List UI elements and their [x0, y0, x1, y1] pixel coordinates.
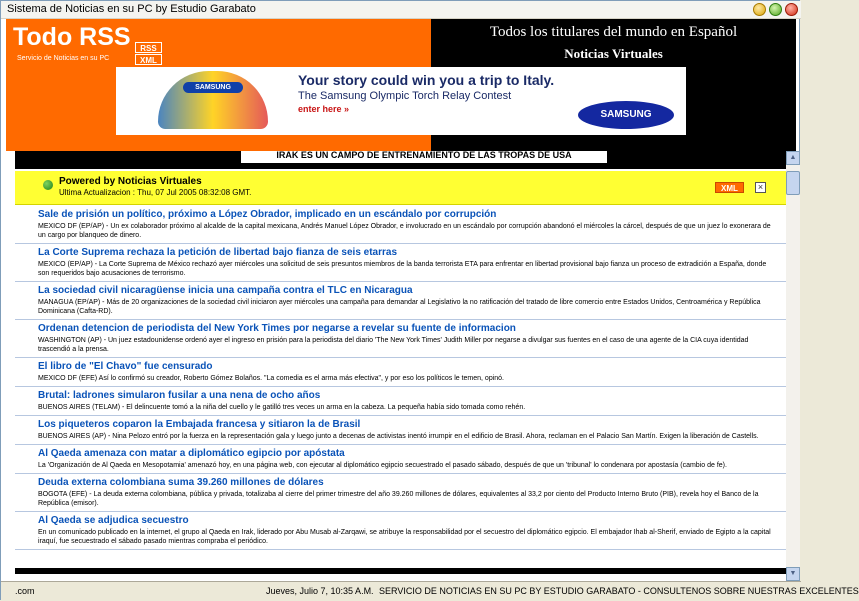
news-item	[15, 282, 786, 320]
rss-button[interactable]: RSS	[135, 42, 162, 53]
scroll-down-arrow-icon[interactable]: ▼	[786, 567, 800, 581]
status-domain: .com	[15, 586, 35, 596]
news-title-link[interactable]: Ordenan detencion de periodista del New York Times por negarse a revelar su fuente de informacion	[38, 323, 516, 334]
news-summary: MEXICO (EP/AP) - La Corte Suprema de México rechazó ayer miércoles una solicitud de seis presuntos miembros de la banda terrorista ETA para enfrentar en libertad provisional bajo fianza un proceso de extradición a España, donde son requeridos bajo acusaciones de terrorismo.	[38, 261, 767, 277]
todo-rss-logo: Todo RSS	[13, 23, 131, 51]
news-title-link[interactable]: Sale de prisión un político, próximo a López Obrador, implicado en un escándalo por corrupción	[38, 209, 497, 220]
footer-divider	[15, 568, 786, 574]
tagline: Servicio de Noticias en su PC	[17, 55, 110, 62]
news-summary: BUENOS AIRES (AP) - Nina Pelozo entró por la fuerza en la representación gala y luego junto a decenas de activistas inentó irrumpir en el edificio de Brasil. Ahora, reclaman en el Palacio San Martín. Exigen la liberación de Castells.	[38, 433, 759, 440]
news-item	[15, 512, 786, 550]
header-subtitle: Noticias Virtuales	[564, 46, 663, 61]
news-item	[15, 206, 786, 244]
news-summary: En un comunicado publicado en la internet, el grupo al Qaeda en Irak, liderado por Abu Musab al-Zarqawi, se atribuye la responsabilidad por el secuestro del diplomático egipcio. El embajador Ihab al-Sherif, enviado de Egipto a la capital iraquí, fue secuestrado el sábado pasado mientras compraba el periódico.	[38, 529, 771, 545]
feed-xml-button[interactable]: XML	[715, 182, 744, 193]
banner-enter-link[interactable]: enter here »	[298, 104, 350, 114]
news-title-link[interactable]: El libro de "El Chavo" fue censurado	[38, 361, 213, 372]
news-title-link[interactable]: Al Qaeda amenaza con matar a diplomático egipcio por apóstata	[38, 448, 345, 459]
news-summary: BUENOS AIRES (TELAM) - El delincuente tomó a la niña del cuello y le gatilló tres veces un arma en la cabeza. La pequeña había sido tomada como rehén.	[38, 404, 526, 411]
banner-headline: Your story could win you a trip to Italy.	[298, 72, 555, 88]
olympic-torch-graphic	[158, 71, 268, 129]
ad-banner[interactable]	[116, 67, 686, 135]
news-title-link[interactable]: Deuda externa colombiana suma 39.260 millones de dólares	[38, 477, 324, 488]
scroll-thumb[interactable]	[786, 171, 800, 195]
news-summary: BOGOTA (EFE) - La deuda externa colombiana, pública y privada, totalizaba al cierre del primer trimestre del año 39.260 millones de dólares, equivalentes al 33,2 por ciento del Producto Interno Bruto (PIB), revela hoy el Banco de la República (emisor).	[38, 491, 759, 507]
maximize-button[interactable]	[769, 3, 782, 16]
vertical-scrollbar[interactable]	[786, 151, 800, 581]
news-item	[15, 320, 786, 358]
news-title-link[interactable]: Al Qaeda se adjudica secuestro	[38, 515, 189, 526]
news-title-link[interactable]: Los piqueteros coparon la Embajada francesa y sitiaron la de Brasil	[38, 419, 361, 430]
scroll-up-arrow-icon[interactable]: ▲	[786, 151, 800, 165]
news-item	[15, 474, 786, 512]
header-slogan: Todos los titulares del mundo en Español	[489, 24, 738, 40]
news-title-link[interactable]: La sociedad civil nicaragüense inicia una campaña contra el TLC en Nicaragua	[38, 285, 413, 296]
news-summary: MEXICO DF (EFE) Así lo confirmó su creador, Roberto Gómez Bolaños. "La comedia es el arma más efectiva", y por eso los políticos le temen, opinó.	[38, 375, 504, 382]
minimize-button[interactable]	[753, 3, 766, 16]
news-item	[15, 358, 786, 387]
news-summary: WASHINGTON (AP) - Un juez estadounidense ordenó ayer el ingreso en prisión para la periodista del diario 'The New York Times' Judith Miller por negarse a divulgar sus fuentes en el caso de una agente de la CIA cuya identidad trascendió a la prensa.	[38, 337, 749, 353]
news-list	[15, 206, 786, 568]
status-ticker: SERVICIO DE NOTICIAS EN SU PC BY ESTUDIO GARABATO - CONSULTENOS SOBRE NUESTRAS EXCELENTES	[379, 586, 859, 596]
status-date: Jueves, Julio 7, 10:35 A.M.	[266, 586, 374, 596]
news-title-link[interactable]: La Corte Suprema rechaza la petición de libertad bajo fianza de seis etarras	[38, 247, 398, 258]
torch-brand-label: SAMSUNG	[183, 82, 243, 93]
news-item	[15, 387, 786, 416]
feed-powered-by: Powered by Noticias Virtuales	[59, 176, 202, 187]
globe-icon	[43, 180, 53, 190]
news-summary: MANAGUA (EP/AP) - Más de 20 organizaciones de la sociedad civil iniciaron ayer miércoles una campaña para demandar al Legislativo la no ratificación del tratado de libre comercio entre Estados Unidos, Centroamérica y República Dominicana (Cafta-RD).	[38, 299, 761, 315]
news-item	[15, 445, 786, 474]
banner-subline: The Samsung Olympic Torch Relay Contest	[298, 90, 512, 102]
headline-ticker-bar	[15, 151, 786, 169]
news-summary: MEXICO DF (EP/AP) - Un ex colaborador próximo al alcalde de la capital mexicana, Andrés Manuel López Obrador, e involucrado en un escándalo por corrupción abandonó el miércoles la cárcel, después de que un juez lo exonerara de un cargo por blanqueo de dinero.	[38, 223, 771, 239]
samsung-logo: SAMSUNG	[578, 101, 674, 129]
feed-last-update: Ultima Actualizacion : Thu, 07 Jul 2005 08:32:08 GMT.	[59, 188, 252, 197]
xml-button[interactable]: XML	[135, 54, 162, 65]
news-item	[15, 244, 786, 282]
close-button[interactable]	[785, 3, 798, 16]
headline-ticker-text[interactable]: IRAK ES UN CAMPO DE ENTRENAMIENTO DE LAS TROPAS DE USA	[241, 151, 607, 163]
status-bar	[1, 581, 859, 601]
news-summary: La 'Organización de Al Qaeda en Mesopotamia' amenazó hoy, en una página web, con ejecutar al diplomático egipcio secuestrado el pasado sábado, después de que un 'tribunal' lo condenara por apostasía (cambio de fe).	[38, 462, 727, 469]
feed-header	[15, 171, 786, 205]
feed-close-icon[interactable]: ×	[755, 182, 766, 193]
title-bar[interactable]	[1, 1, 801, 19]
news-item	[15, 416, 786, 445]
news-title-link[interactable]: Brutal: ladrones simularon fusilar a una nena de ocho años	[38, 390, 321, 401]
window-title: Sistema de Noticias en su PC by Estudio Garabato	[7, 3, 256, 15]
